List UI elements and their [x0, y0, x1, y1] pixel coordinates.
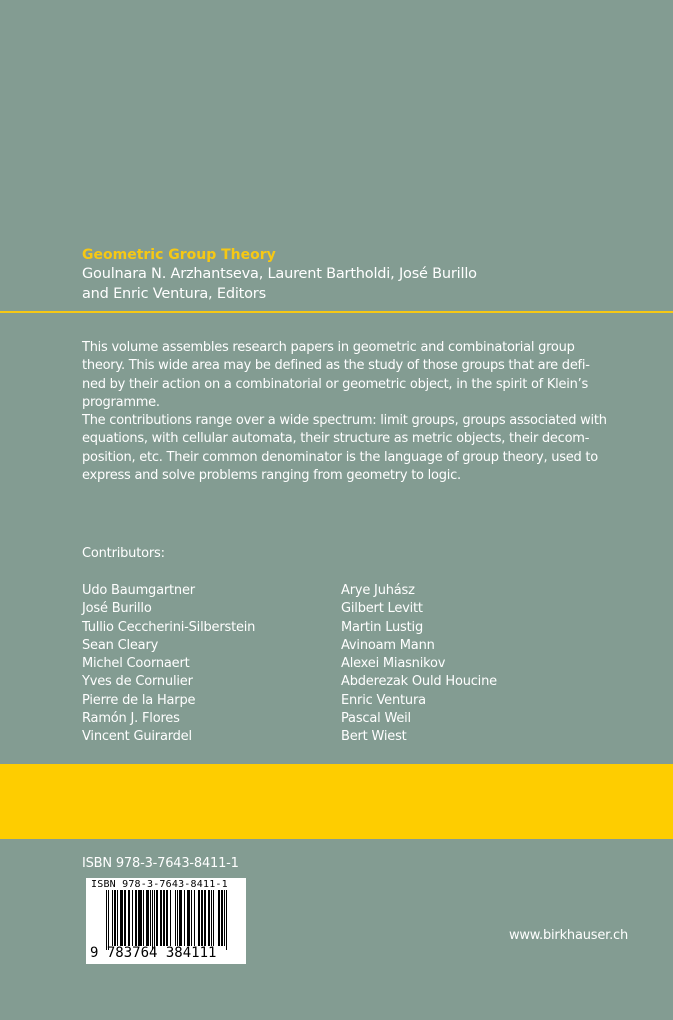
- description-line: equations, with cellular automata, their structure as metric objects, their decom-: [82, 431, 590, 447]
- isbn-label: ISBN 978-3-7643-8411-1: [82, 856, 239, 871]
- barcode-bar: [201, 890, 202, 946]
- barcode-bar: [112, 890, 113, 946]
- barcode-bar: [108, 890, 109, 950]
- barcode-bar: [156, 890, 157, 946]
- description-line: theory. This wide area may be defined as the study of those groups that are defi-: [82, 358, 590, 374]
- description-line: express and solve problems ranging from geometry to logic.: [82, 468, 461, 484]
- contributor-name: Vincent Guirardel: [82, 729, 192, 745]
- description-line: position, etc. Their common denominator is the language of group theory, used to: [82, 449, 598, 465]
- contributor-name: Enric Ventura: [341, 692, 426, 708]
- barcode-bar: [136, 890, 137, 946]
- contributor-name: Avinoam Mann: [341, 637, 435, 653]
- barcode-bar: [160, 890, 161, 946]
- barcode-digits: 9 783764 384111: [90, 945, 217, 961]
- publisher-website: www.birkhauser.ch: [508, 928, 628, 943]
- barcode-bar: [166, 890, 167, 946]
- barcode-bar: [141, 890, 142, 946]
- description-line: The contributions range over a wide spectrum: limit groups, groups associated with: [82, 413, 607, 429]
- barcode-bar: [140, 890, 141, 946]
- barcode-isbn-caption: ISBN 978-3-7643-8411-1: [91, 879, 228, 890]
- barcode-bar: [208, 890, 209, 946]
- barcode-bar: [154, 890, 155, 950]
- isbn-barcode: [86, 878, 246, 964]
- barcode-bar: [211, 890, 212, 946]
- contributor-name: Gilbert Levitt: [341, 601, 423, 617]
- barcode-bar: [224, 890, 225, 946]
- contributor-name: Michel Coornaert: [82, 656, 190, 672]
- contributor-name: Tullio Ceccherini-Silberstein: [82, 619, 256, 635]
- barcode-bar: [139, 890, 140, 946]
- barcode-bar: [199, 890, 200, 946]
- editors-block: [82, 265, 622, 304]
- barcode-bar: [129, 890, 130, 946]
- contributors-column-left: [82, 582, 255, 747]
- barcode-bar: [184, 890, 185, 946]
- barcode-bar: [115, 890, 116, 946]
- barcode-bar: [218, 890, 219, 946]
- description-line: programme.: [82, 394, 160, 410]
- barcode-bar: [167, 890, 168, 946]
- yellow-band: [0, 764, 673, 839]
- contributor-name: Bert Wiest: [341, 729, 407, 745]
- barcode-bar: [188, 890, 189, 946]
- barcode-bar: [157, 890, 158, 946]
- contributor-name: Udo Baumgartner: [82, 583, 195, 598]
- description: [82, 339, 642, 485]
- barcode-bar: [135, 890, 136, 946]
- barcode-bar: [121, 890, 122, 946]
- barcode-bar: [120, 890, 121, 946]
- barcode-bar: [198, 890, 199, 946]
- barcode-bar: [124, 890, 125, 946]
- barcode-bar: [128, 890, 129, 946]
- barcode-bar: [170, 890, 171, 946]
- description-line: ned by their action on a combinatorial or geometric object, in the spirit of Klein’s: [82, 376, 589, 392]
- barcode-bar: [117, 890, 118, 946]
- barcode-bar: [221, 890, 222, 946]
- barcode-bar: [191, 890, 192, 946]
- barcode-bar: [148, 890, 149, 946]
- contributor-name: José Burillo: [82, 601, 152, 617]
- contributors-heading: Contributors:: [82, 546, 165, 561]
- yellow-divider: [0, 311, 673, 313]
- editors-line-2: and Enric Ventura, Editors: [82, 285, 266, 302]
- contributor-name: Ramón J. Flores: [82, 711, 180, 727]
- contributor-name: Sean Cleary: [82, 637, 159, 653]
- barcode-bar: [132, 890, 133, 946]
- barcode-bars: [102, 890, 232, 952]
- contributor-name: Abderezak Ould Houcine: [341, 674, 497, 690]
- contributor-name: Pascal Weil: [341, 711, 411, 727]
- barcode-bar: [177, 890, 178, 946]
- barcode-bar: [122, 890, 123, 946]
- contributor-name: Martin Lustig: [341, 619, 423, 635]
- barcode-bar: [175, 890, 176, 946]
- barcode-bar: [150, 890, 151, 946]
- contributor-name: Pierre de la Harpe: [82, 692, 196, 708]
- barcode-bar: [226, 890, 227, 950]
- contributors-column-right: [341, 582, 497, 747]
- barcode-bar: [219, 890, 220, 946]
- barcode-bar: [189, 890, 190, 946]
- barcode-bar: [114, 890, 115, 946]
- barcode-bar: [164, 890, 165, 946]
- barcode-bar: [147, 890, 148, 946]
- barcode-bar: [161, 890, 162, 946]
- barcode-bar: [106, 890, 107, 950]
- barcode-bar: [181, 890, 182, 946]
- barcode-bar: [213, 890, 214, 946]
- barcode-bar: [152, 890, 153, 950]
- barcode-bar: [202, 890, 203, 946]
- barcode-bar: [194, 890, 195, 946]
- barcode-bar: [163, 890, 164, 946]
- barcode-bar: [146, 890, 147, 946]
- description-line: This volume assembles research papers in geometric and combinatorial group: [82, 340, 575, 355]
- barcode-bar: [138, 890, 139, 946]
- barcode-bar: [180, 890, 181, 946]
- barcode-bar: [209, 890, 210, 946]
- contributor-name: Alexei Miasnikov: [341, 656, 446, 672]
- contributor-name: Yves de Cornulier: [82, 674, 193, 690]
- book-title: Geometric Group Theory: [82, 247, 276, 263]
- barcode-bar: [179, 890, 180, 946]
- barcode-bar: [143, 890, 144, 946]
- contributor-name: Arye Juhász: [341, 583, 415, 598]
- barcode-bar: [187, 890, 188, 946]
- barcode-bar: [204, 890, 205, 946]
- barcode-bar: [222, 890, 223, 946]
- barcode-bar: [125, 890, 126, 946]
- editors-line-1: Goulnara N. Arzhantseva, Laurent Bartholdi, José Burillo: [82, 266, 477, 282]
- barcode-bar: [205, 890, 206, 946]
